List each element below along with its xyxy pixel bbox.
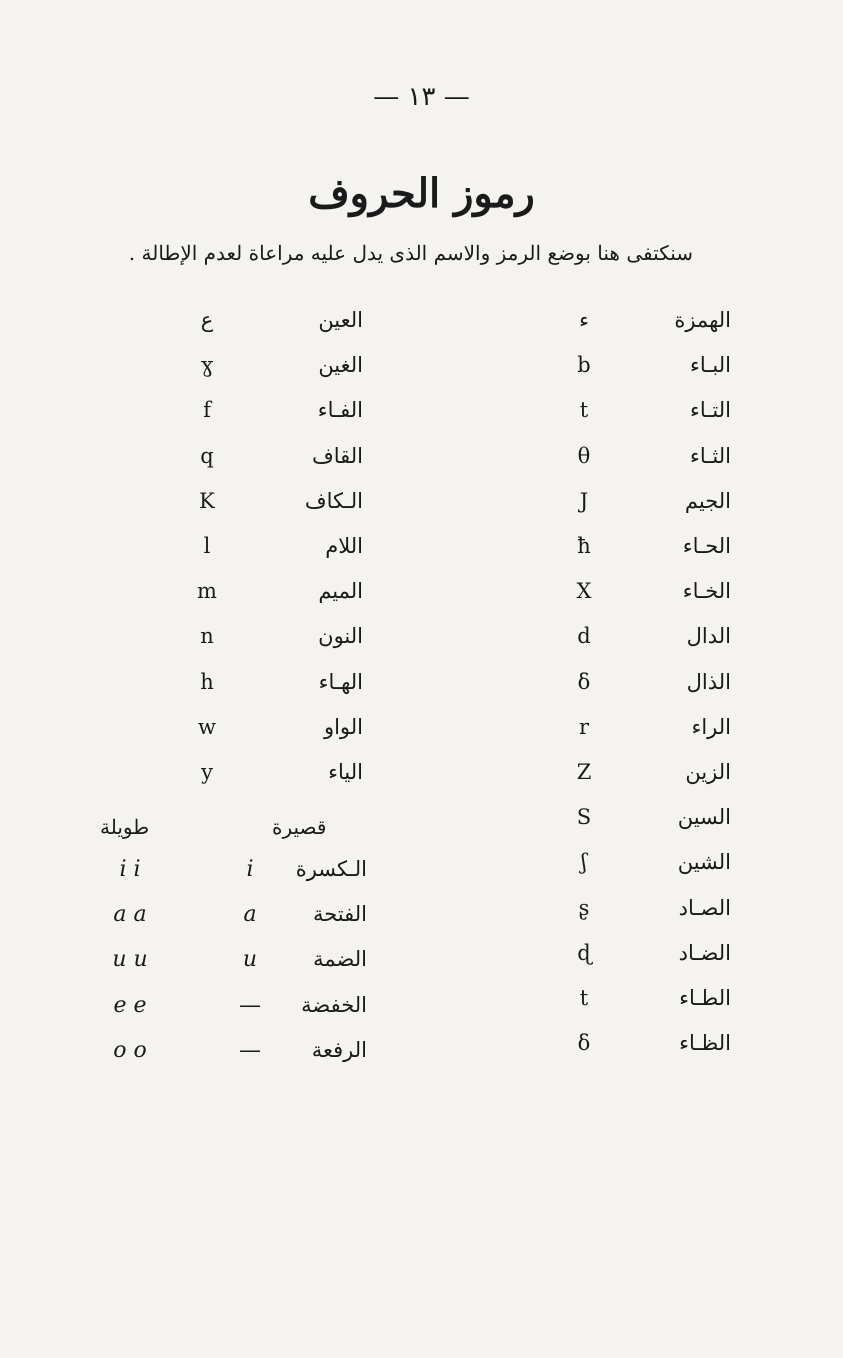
right-letter-name: الظـاء — [679, 1031, 731, 1056]
right-letter-name: التـاء — [690, 398, 731, 423]
left-letter-symbol: h — [200, 669, 214, 694]
right-letter-symbol: Z — [576, 760, 592, 784]
right-letter-symbol: t — [579, 398, 589, 423]
right-letter-symbol: ʃ — [581, 850, 587, 875]
right-letter-name: الجيم — [684, 488, 731, 513]
right-letter-symbol: ẟ — [577, 1031, 591, 1056]
page-title: رموز الحروف — [308, 170, 535, 217]
vowel-name: الرفعة — [311, 1037, 367, 1062]
right-letter-symbol: θ — [577, 443, 591, 468]
right-letter-name: الشين — [677, 850, 731, 875]
left-letter-name: الواو — [323, 714, 363, 739]
left-letter-symbol: w — [198, 714, 216, 739]
right-letter-symbol: ء — [579, 308, 589, 332]
vowel-short-symbol: — — [239, 992, 261, 1018]
left-letter-symbol: n — [200, 624, 214, 649]
vowel-long-symbol: e e — [113, 992, 147, 1018]
left-letter-symbol: q — [200, 443, 214, 468]
right-letter-name: الراء — [691, 714, 731, 739]
vowel-long-symbol: o o — [113, 1037, 147, 1063]
left-letter-symbol: m — [197, 579, 217, 604]
left-letter-symbol: f — [203, 398, 211, 423]
page-number: — ١٣ — — [373, 82, 470, 112]
right-letter-symbol: J — [579, 488, 589, 513]
vowel-short-symbol: — — [239, 1037, 261, 1063]
left-letter-name: العين — [318, 308, 363, 332]
right-letter-symbol: ɖ — [577, 940, 591, 965]
right-letter-name: الهمزة — [674, 308, 731, 332]
left-letter-symbol: ɣ — [200, 353, 214, 378]
vowel-long-symbol: u u — [112, 947, 148, 973]
left-letter-name: الميم — [318, 579, 363, 604]
right-letter-symbol: b — [577, 353, 591, 378]
right-letter-name: الزين — [685, 760, 731, 784]
right-letter-name: الضـاد — [678, 940, 731, 965]
right-letter-name: الصـاد — [678, 895, 731, 920]
vowel-short-symbol: i — [246, 857, 254, 882]
left-letter-symbol: ع — [200, 308, 214, 332]
vowel-short-symbol: u — [242, 947, 258, 973]
vowel-name: الخفضة — [301, 992, 367, 1017]
right-letter-symbol: t — [579, 986, 589, 1010]
left-letter-symbol: K — [199, 488, 215, 513]
right-letter-symbol: S — [576, 805, 592, 830]
left-letter-name: النون — [318, 624, 363, 649]
left-letter-name: اللام — [325, 534, 363, 558]
right-letter-symbol: d — [577, 624, 591, 649]
left-letter-name: الياء — [328, 760, 363, 784]
right-letter-symbol: ẟ — [577, 669, 591, 694]
right-letter-symbol: ʂ — [578, 895, 590, 920]
right-letter-name: الثـاء — [690, 443, 731, 468]
right-letter-name: الدال — [686, 624, 731, 649]
vowel-name: الـكسرة — [295, 857, 367, 881]
left-letter-name: القاف — [311, 443, 363, 468]
vowel-short-symbol: a — [243, 902, 257, 928]
left-letter-name: الفـاء — [317, 398, 363, 423]
right-letter-name: البـاء — [690, 353, 731, 378]
right-letter-symbol: r — [578, 714, 590, 739]
vowel-long-symbol: a a — [113, 902, 147, 928]
left-letter-symbol: y — [201, 760, 213, 784]
vowel-name: الفتحة — [312, 902, 367, 927]
right-letter-name: الحـاء — [682, 534, 731, 558]
left-letter-name: الـكاف — [304, 488, 363, 513]
right-letter-symbol: X — [576, 579, 592, 604]
left-letter-symbol: l — [203, 534, 211, 558]
right-letter-name: الطـاء — [679, 986, 731, 1010]
vowel-name: الضمة — [313, 947, 367, 972]
right-letter-name: السين — [677, 805, 731, 830]
vowel-long-header: طويلة — [100, 815, 150, 839]
vowel-long-symbol: i i — [119, 857, 141, 882]
vowel-short-header: قصيرة — [272, 815, 327, 839]
right-letter-symbol: ħ — [577, 534, 591, 558]
right-letter-name: الخـاء — [682, 579, 731, 604]
left-letter-name: الغين — [318, 353, 363, 378]
intro-text: سنكتفى هنا بوضع الرمز والاسم الذى يدل عليه مراعاة لعدم الإطالة . — [128, 241, 693, 265]
right-letter-name: الذال — [686, 669, 731, 694]
left-letter-name: الهـاء — [318, 669, 363, 694]
